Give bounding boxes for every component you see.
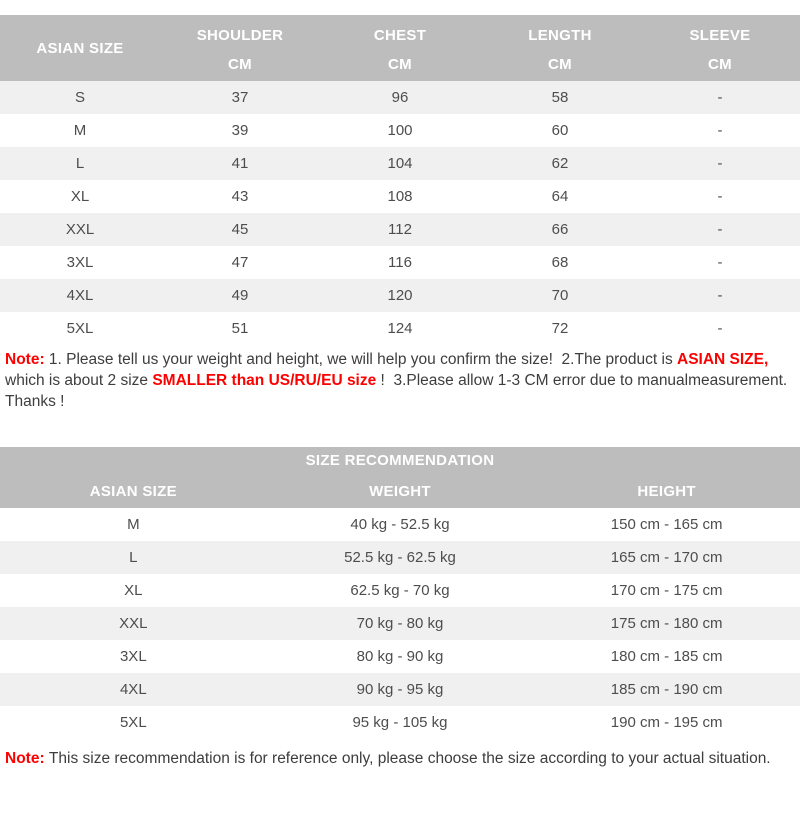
- header-cell-shoulder: [160, 15, 320, 81]
- sleeve-cell: -: [717, 221, 723, 238]
- header-cell-weight: WEIGHT: [369, 482, 431, 500]
- length-cell: 60: [551, 122, 569, 139]
- size-cell: M: [127, 516, 140, 533]
- shoulder-cell: 47: [231, 254, 249, 271]
- size-cell: 3XL: [66, 254, 94, 271]
- size-note: [0, 349, 800, 412]
- length-cell: 58: [551, 89, 569, 106]
- table-row: [0, 81, 800, 114]
- chest-cell: 112: [388, 221, 412, 238]
- note-text: This size recommendation is for reference only, please choose the size according to your actual situation.: [48, 750, 771, 767]
- weight-cell: 80 kg - 90 kg: [356, 648, 444, 665]
- size-table-rows: [0, 81, 800, 345]
- header-cell-sleeve: [640, 15, 800, 81]
- size-cell: L: [129, 549, 138, 566]
- recommendation-table-header: [0, 474, 800, 508]
- length-cell: 72: [551, 320, 569, 337]
- shoulder-cell: 43: [231, 188, 249, 205]
- height-cell: 190 cm - 195 cm: [610, 714, 723, 731]
- recommendation-note: [0, 748, 800, 769]
- sleeve-cell: -: [717, 254, 723, 271]
- size-cell: XL: [124, 582, 143, 599]
- note-highlight: ASIAN SIZE,: [677, 351, 769, 368]
- size-cell: 5XL: [119, 714, 147, 731]
- sleeve-cell: -: [717, 89, 723, 106]
- height-cell: 175 cm - 180 cm: [610, 615, 723, 632]
- size-cell: 3XL: [119, 648, 147, 665]
- size-table: [0, 15, 800, 345]
- height-cell: 165 cm - 170 cm: [610, 549, 723, 566]
- note-label: Note:: [5, 750, 49, 767]
- header-cell-height: HEIGHT: [637, 482, 696, 500]
- table-row: [0, 640, 800, 673]
- header-label: CHEST: [373, 27, 427, 44]
- header-label: LENGTH: [528, 27, 592, 44]
- weight-cell: 95 kg - 105 kg: [352, 714, 448, 731]
- weight-cell: 70 kg - 80 kg: [356, 615, 444, 632]
- length-cell: 62: [551, 155, 569, 172]
- weight-cell: 52.5 kg - 62.5 kg: [344, 549, 456, 566]
- note-text: 1. Please tell us your weight and height, we will help you confirm the size! 2.The product is: [48, 351, 677, 368]
- weight-cell: 90 kg - 95 kg: [356, 681, 444, 698]
- recommendation-table-title: SIZE RECOMMENDATION: [0, 447, 800, 474]
- header-cell-asian-size: ASIAN SIZE: [89, 482, 177, 500]
- chest-cell: 124: [387, 320, 413, 337]
- note-label: Note:: [5, 351, 49, 368]
- length-cell: 66: [551, 221, 569, 238]
- size-cell: S: [74, 89, 85, 106]
- size-cell: 4XL: [66, 287, 94, 304]
- size-cell: XXL: [119, 615, 148, 632]
- header-unit: CM: [388, 56, 412, 73]
- size-cell: M: [73, 122, 87, 139]
- note-text: which is about 2 size: [5, 351, 773, 389]
- length-cell: 68: [551, 254, 569, 271]
- header-unit: CM: [708, 56, 732, 73]
- sleeve-cell: -: [717, 320, 723, 337]
- header-label: ASIAN SIZE: [36, 39, 124, 57]
- size-table-header: [0, 15, 800, 81]
- header-unit: CM: [228, 56, 252, 73]
- table-row: [0, 213, 800, 246]
- chest-cell: 116: [388, 254, 412, 271]
- length-cell: 64: [551, 188, 569, 205]
- chest-cell: 108: [387, 188, 413, 205]
- size-cell: XL: [70, 188, 90, 205]
- shoulder-cell: 41: [231, 155, 249, 172]
- header-label: SHOULDER: [196, 27, 284, 44]
- table-row: [0, 673, 800, 706]
- table-row: [0, 574, 800, 607]
- shoulder-cell: 49: [231, 287, 249, 304]
- height-cell: 185 cm - 190 cm: [610, 681, 723, 698]
- length-cell: 70: [551, 287, 569, 304]
- height-cell: 150 cm - 165 cm: [610, 516, 723, 533]
- table-row: [0, 541, 800, 574]
- table-row: [0, 279, 800, 312]
- shoulder-cell: 37: [231, 89, 249, 106]
- height-cell: 180 cm - 185 cm: [610, 648, 723, 665]
- sleeve-cell: -: [717, 122, 723, 139]
- height-cell: 170 cm - 175 cm: [610, 582, 723, 599]
- header-cell-chest: [320, 15, 480, 81]
- shoulder-cell: 45: [231, 221, 249, 238]
- chest-cell: 120: [387, 287, 413, 304]
- header-label: SLEEVE: [689, 27, 751, 44]
- note-highlight: SMALLER than US/RU/EU size: [152, 372, 377, 389]
- sleeve-cell: -: [717, 155, 723, 172]
- size-chart-page: [0, 15, 800, 815]
- table-row: [0, 180, 800, 213]
- header-cell-asian-size: [0, 15, 160, 81]
- note-text: ! 3.Please allow 1-3 CM error due to manualmeasurement. Thanks !: [5, 372, 796, 410]
- shoulder-cell: 39: [231, 122, 249, 139]
- table-row: [0, 706, 800, 739]
- sleeve-cell: -: [717, 188, 723, 205]
- chest-cell: 96: [391, 89, 409, 106]
- table-row: [0, 147, 800, 180]
- table-row: [0, 312, 800, 345]
- size-cell: 5XL: [66, 320, 94, 337]
- size-cell: 4XL: [119, 681, 147, 698]
- size-cell: XXL: [65, 221, 95, 238]
- recommendation-table: [0, 447, 800, 739]
- table-row: [0, 508, 800, 541]
- table-row: [0, 114, 800, 147]
- table-row: [0, 607, 800, 640]
- sleeve-cell: -: [717, 287, 723, 304]
- size-cell: L: [75, 155, 85, 172]
- chest-cell: 104: [387, 155, 413, 172]
- shoulder-cell: 51: [231, 320, 249, 337]
- weight-cell: 62.5 kg - 70 kg: [350, 582, 450, 599]
- chest-cell: 100: [387, 122, 413, 139]
- header-unit: CM: [548, 56, 572, 73]
- weight-cell: 40 kg - 52.5 kg: [350, 516, 450, 533]
- recommendation-table-rows: [0, 508, 800, 739]
- table-row: [0, 246, 800, 279]
- header-cell-length: [480, 15, 640, 81]
